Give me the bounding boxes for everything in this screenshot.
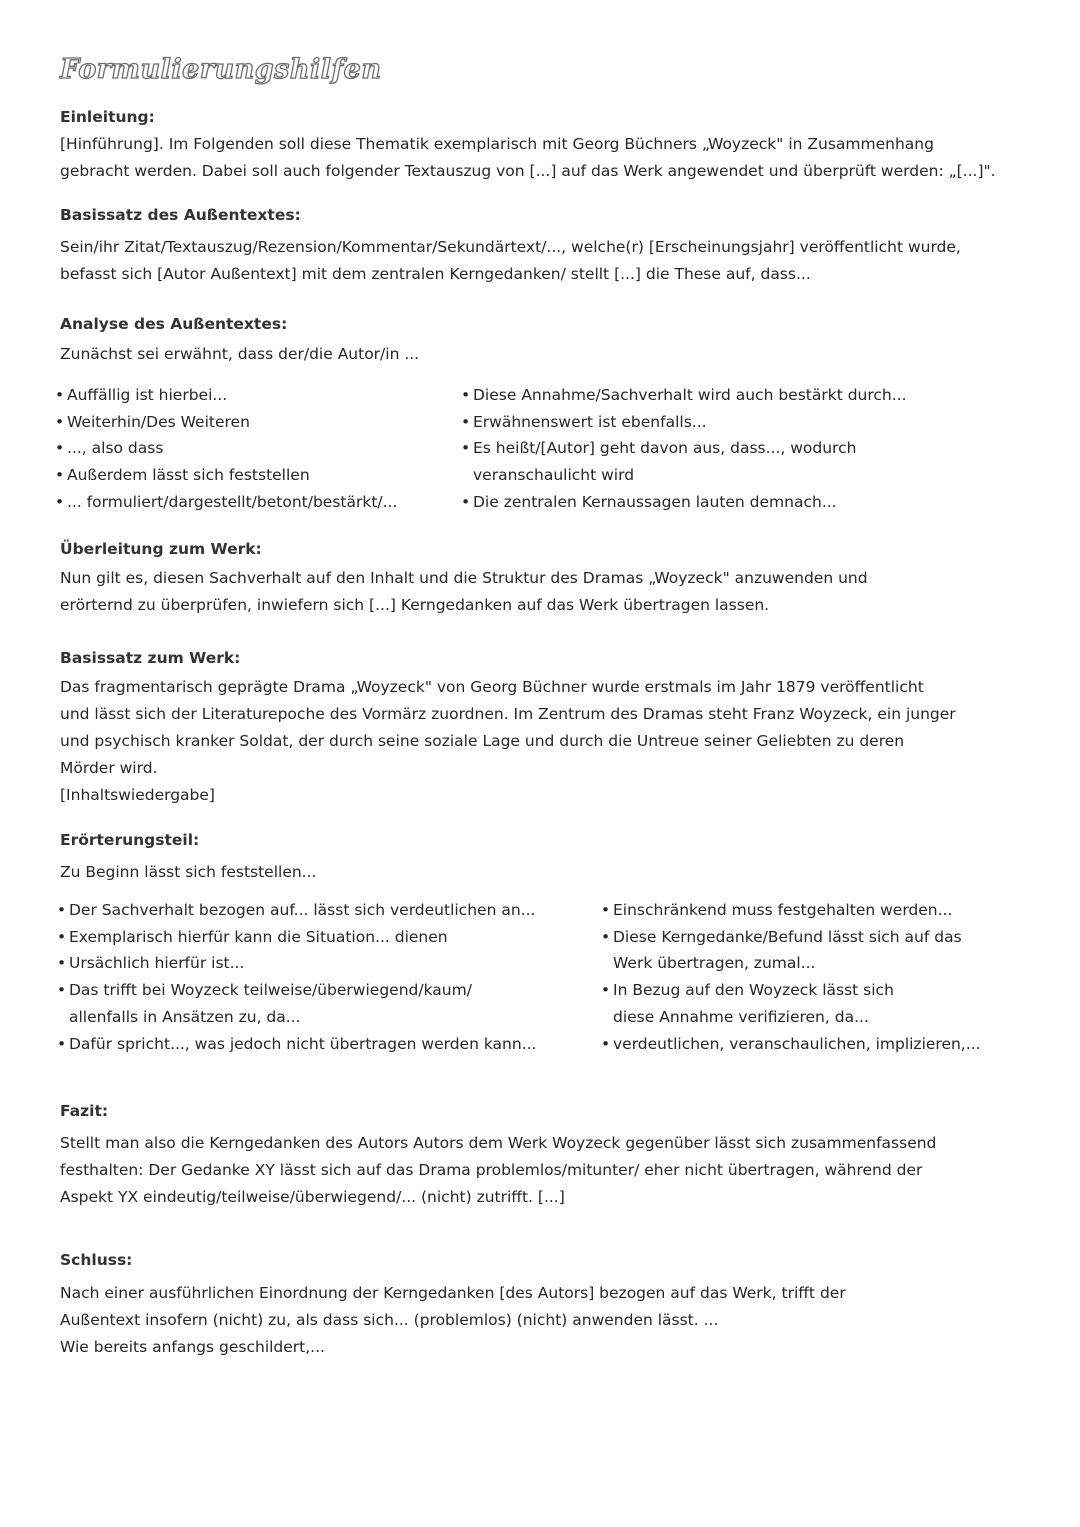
einleitung-heading: Einleitung:: [60, 108, 155, 126]
list-item: • Diese Kerngedanke/Befund lässt sich auf das Werk übertragen, zumal...: [601, 924, 993, 977]
text-line: Wie bereits anfangs geschildert,...: [60, 1338, 325, 1356]
list-item: • verdeutlichen, veranschaulichen, implizieren,...: [601, 1031, 1011, 1058]
eroerterung-heading: Erörterungsteil:: [60, 831, 200, 849]
text-line: Stellt man also die Kerngedanken des Autors Autors dem Werk Woyzeck gegenüber lässt sich zusammenfassend: [60, 1134, 937, 1152]
list-item: • Erwähnenswert ist ebenfalls...: [461, 409, 911, 436]
fazit-heading: Fazit:: [60, 1102, 109, 1120]
analyse-intro: Zunächst sei erwähnt, dass der/die Autor/in ...: [60, 345, 420, 363]
text-line: Nach einer ausführlichen Einordnung der Kerngedanken [des Autors] bezogen auf das Werk, trifft der: [60, 1284, 846, 1302]
basissatz-aussentext-text: [60, 234, 1050, 288]
text-line: Das fragmentarisch geprägte Drama „Woyzeck" von Georg Büchner wurde erstmals im Jahr 1879 veröffentlicht: [60, 678, 924, 696]
list-item: • Auffällig ist hierbei...: [55, 382, 450, 409]
list-item: • Diese Annahme/Sachverhalt wird auch bestärkt durch...: [461, 382, 911, 409]
einleitung-text: [60, 131, 1050, 185]
text-line: Außentext insofern (nicht) zu, als dass sich... (problemlos) (nicht) anwenden lässt. ...: [60, 1311, 719, 1329]
eroerterung-left-list: [57, 897, 567, 1057]
page-title: Formulierungshilfen: [60, 54, 382, 85]
eroerterung-right-list: [601, 897, 1011, 1057]
list-item: • ... formuliert/dargestellt/betont/bestärkt/...: [55, 489, 450, 516]
list-item: • Einschränkend muss festgehalten werden...: [601, 897, 1011, 924]
list-item: • Die zentralen Kernaussagen lauten demnach...: [461, 489, 911, 516]
text-line: Nun gilt es, diesen Sachverhalt auf den Inhalt und die Struktur des Dramas „Woyzeck" anzuwenden und: [60, 569, 868, 587]
list-item: • ..., also dass: [55, 435, 450, 462]
text-line: befasst sich [Autor Außentext] mit dem zentralen Kerngedanken/ stellt [...] die These auf, dass...: [60, 265, 811, 283]
list-item: • Dafür spricht..., was jedoch nicht übertragen werden kann...: [57, 1031, 567, 1058]
text-line: gebracht werden. Dabei soll auch folgender Textauszug von [...] auf das Werk angewendet und überprüft werden: „[...]".: [60, 162, 996, 180]
text-line: [Inhaltswiedergabe]: [60, 786, 215, 804]
list-item: • Es heißt/[Autor] geht davon aus, dass..., wodurch veranschaulicht wird: [461, 435, 868, 488]
text-line: Aspekt YX eindeutig/teilweise/überwiegend/... (nicht) zutrifft. [...]: [60, 1188, 565, 1206]
analyse-heading: Analyse des Außentextes:: [60, 315, 288, 333]
list-item: • Das trifft bei Woyzeck teilweise/überwiegend/kaum/ allenfalls in Ansätzen zu, da...: [57, 977, 509, 1030]
list-item: • Außerdem lässt sich feststellen: [55, 462, 450, 489]
basissatz-werk-heading: Basissatz zum Werk:: [60, 649, 241, 667]
ueberleitung-heading: Überleitung zum Werk:: [60, 540, 262, 558]
text-line: Sein/ihr Zitat/Textauszug/Rezension/Kommentar/Sekundärtext/..., welche(r) [Erscheinungsjahr] veröffentlicht wurde,: [60, 238, 961, 256]
text-line: [Hinführung]. Im Folgenden soll diese Thematik exemplarisch mit Georg Büchners „Woyzeck" in Zusammenhang: [60, 135, 934, 153]
list-item: • In Bezug auf den Woyzeck lässt sich diese Annahme verifizieren, da...: [601, 977, 913, 1030]
basissatz-aussentext-heading: Basissatz des Außentextes:: [60, 206, 301, 224]
list-item: • Der Sachverhalt bezogen auf... lässt sich verdeutlichen an...: [57, 897, 567, 924]
analyse-right-list: [461, 382, 911, 516]
text-line: Mörder wird.: [60, 759, 158, 777]
text-line: erörternd zu überprüfen, inwiefern sich [...] Kerngedanken auf das Werk übertragen lassen.: [60, 596, 770, 614]
list-item: • Exemplarisch hierfür kann die Situation... dienen: [57, 924, 567, 951]
list-item: • Ursächlich hierfür ist...: [57, 950, 567, 977]
text-line: und lässt sich der Literaturepoche des Vormärz zuordnen. Im Zentrum des Dramas steht Franz Woyzeck, ein junger: [60, 705, 956, 723]
basissatz-werk-text: [60, 674, 1050, 809]
ueberleitung-text: [60, 565, 1050, 619]
schluss-text: [60, 1280, 1050, 1361]
list-item: • Weiterhin/Des Weiteren: [55, 409, 450, 436]
analyse-left-list: [55, 382, 450, 516]
eroerterung-intro: Zu Beginn lässt sich feststellen...: [60, 863, 317, 881]
text-line: und psychisch kranker Soldat, der durch seine soziale Lage und durch die Untreue seiner Geliebten zu deren: [60, 732, 905, 750]
schluss-heading: Schluss:: [60, 1251, 133, 1269]
fazit-text: [60, 1130, 1050, 1211]
text-line: festhalten: Der Gedanke XY lässt sich auf das Drama problemlos/mitunter/ eher nicht übertragen, während der: [60, 1161, 923, 1179]
